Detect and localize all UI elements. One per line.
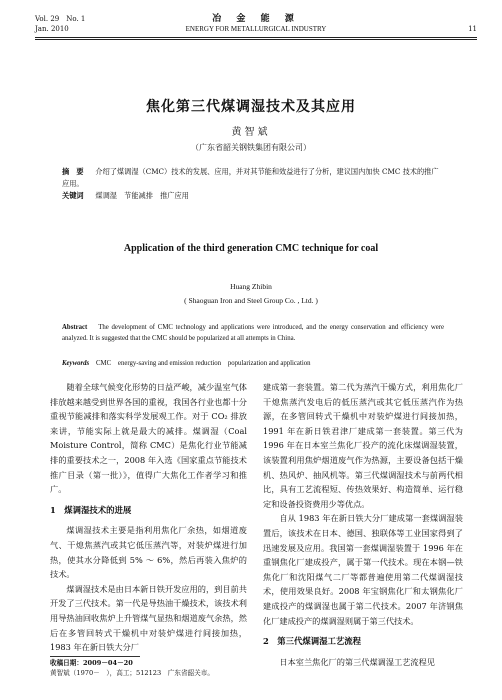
keywords-cn bbox=[62, 191, 444, 201]
abstract-en-label: Abstract bbox=[62, 324, 88, 331]
affiliation-en: ( Shaoguan Iron and Steel Group Co. , Ltd. ) bbox=[184, 296, 318, 305]
paragraph-history-part1: 煤调湿技术是由日本新日铁开发应用的，到目前共开发了三代技术。第一代是导热油干燥技术，该技术利用导热油回收焦炉上升管煤气显热和烟道废气余热，然后在多管回转式干燥机中对装炉煤进行间接加热，1983 年在新日铁大分厂 bbox=[50, 583, 247, 653]
author-cn: 黄智斌 bbox=[231, 127, 271, 138]
keywords-cn-label: 关键词 bbox=[62, 191, 84, 200]
journal-title-cn: 冶 金 能 源 bbox=[212, 14, 300, 24]
page-number: 11 bbox=[468, 25, 477, 33]
author-en: Huang Zhibin bbox=[230, 282, 272, 291]
body-column-left bbox=[50, 380, 247, 655]
abstract-cn bbox=[62, 166, 444, 190]
footnote bbox=[50, 659, 247, 678]
paragraph-process: 日本室兰焦化厂的第三代煤调湿工艺流程见 bbox=[279, 656, 435, 667]
article-title-en: Application of the third generation CMC technique for coal bbox=[123, 243, 379, 254]
issue-date: Jan. 2010 bbox=[35, 25, 69, 33]
received-date: 收稿日期：2009－04－20 bbox=[50, 659, 133, 667]
body-column-right bbox=[263, 380, 463, 669]
abstract-en bbox=[62, 322, 444, 344]
affiliation-cn: （广东省韶关钢铁集团有限公司） bbox=[191, 143, 311, 152]
abstract-cn-text: 介绍了煤调湿（CMC）技术的发展、应用，并对其节能和效益进行了分析，建议国内加快 CMC 技术的推广应用。 bbox=[62, 167, 439, 188]
paragraph-development: 自从 1983 年在新日铁大分厂建成第一套煤调湿装置后，该技术在日本、德国、独联体等工业国家得到了迅速发展及应用。我国第一套煤调湿装置于 1996 年在重钢焦化厂建成投产，属于第一代技术。现在本钢—铁焦化厂和沈阳煤气二厂等都普遍使用第二代煤调湿技术，使用效果良好。2008 年宝钢焦化厂和太钢焦化厂建成投产的煤调湿也属于第二代技术。2007 年济钢焦化厂建成投产的煤调湿则属于第三代技术。 bbox=[263, 513, 463, 626]
keywords-en-text: CMC energy-saving and emission reduction popularization and application bbox=[96, 360, 311, 367]
paragraph-history-part2: 建成第一套装置。第二代为蒸汽干燥方式，利用焦化厂干熄焦蒸汽发电后的低压蒸汽或其它低压蒸汽作为热源，在多管回转式干燥机中对装炉煤进行间接加热，1991 年在新日铁君津厂建成第一套装置。第三代为 1996 年在日本室兰焦化厂投产的流化床煤调湿装置，该装置利用焦炉烟道废气作为热源，主要设备包括干燥机、热风炉、抽风机等。第三代煤调湿技术与前两代相比，具有工艺流程短、传热效果好、构造简单、运行稳定和设备投资费用少等优点。 bbox=[263, 382, 463, 509]
header-rule bbox=[35, 37, 477, 38]
author-info: 黄智斌（1970－ ），高工；512123 广东省韶关市。 bbox=[50, 668, 214, 677]
footnote-rule bbox=[50, 656, 140, 657]
abstract-cn-label: 摘 要 bbox=[62, 167, 84, 176]
keywords-en bbox=[62, 357, 444, 367]
header-rule-2 bbox=[35, 39, 477, 40]
volume-info: Vol. 29 No. 1 bbox=[35, 15, 86, 23]
paragraph-intro: 随着全球气候变化形势的日益严峻，减少温室气体排放越来越受到世界各国的重视，我国各行业也都十分重视节能减排和落实科学发展观工作。对于 CO₂ 排放来讲，节能实际上就是最大的减排。煤调湿（Coal Moisture Control，简称 CMC）是焦化行业节能减排的重要技术之一，2008 年入选《国家重点节能技术推广目录（第一批）》，值得广大焦化工作者学习和推广。 bbox=[50, 382, 247, 495]
keywords-en-label: Keywords bbox=[62, 360, 90, 367]
section-heading-2: 2 第三代煤调湿工艺流程 bbox=[263, 636, 361, 647]
journal-title-en: ENERGY FOR METALLURGICAL INDUSTRY bbox=[185, 25, 327, 33]
keywords-cn-text: 煤调湿 节能减排 推广应用 bbox=[95, 191, 189, 200]
article-title-cn: 焦化第三代煤调湿技术及其应用 bbox=[146, 99, 356, 115]
abstract-en-text: The development of CMC technology and applications were introduced, and the energy conservation and efficiency were analyzed. It is suggested that the CMC should be popularized at all attempts in China. bbox=[62, 324, 445, 342]
paragraph-definition: 煤调湿技术主要是指利用焦化厂余热，如烟道废气、干熄焦蒸汽或其它低压蒸汽等，对装炉煤进行加热，使其水分降低到 5% ～ 6%，然后再装入焦炉的技术。 bbox=[50, 525, 247, 580]
section-heading-1: 1 煤调湿技术的进展 bbox=[50, 504, 132, 515]
